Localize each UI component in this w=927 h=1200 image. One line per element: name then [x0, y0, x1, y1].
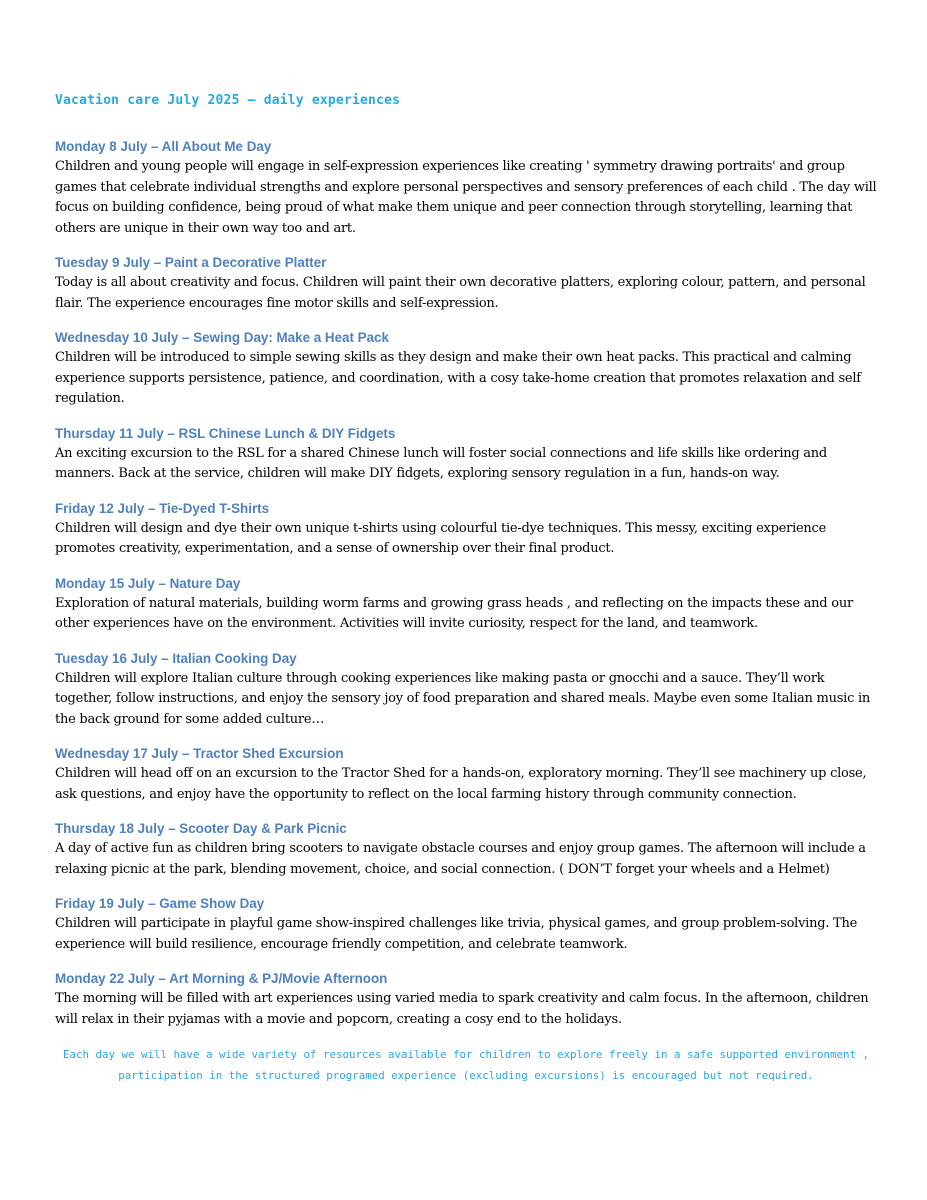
entry-body: The morning will be filled with art experiences using varied media to spark creativity and calm focus. In the afternoon, children will relax in their pyjamas with a movie and popcorn, creating a cosy end to the holidays. — [55, 991, 869, 1027]
entry-heading: Thursday 18 July – Scooter Day & Park Picnic — [55, 821, 347, 836]
entry-heading: Thursday 11 July – RSL Chinese Lunch & DIY Fidgets — [55, 425, 396, 441]
entry-body: Children will explore Italian culture through cooking experiences like making pasta or gnocchi and a sauce. They’ll work together, follow instructions, and enjoy the sensory joy of food preparation and shared meals. Maybe even some Italian music in the back ground for some added culture… — [55, 670, 871, 727]
document-title: Vacation care July 2025 – daily experiences — [55, 93, 401, 108]
entry-body: Children will be introduced to simple sewing skills as they design and make their own heat packs. This practical and calming experience supports persistence, patience, and coordination, with a cosy take-home creation that promotes relaxation and self regulation. — [55, 350, 861, 406]
entry-body: Today is all about creativity and focus. Children will paint their own decorative platters, exploring colour, pattern, and personal flair. The experience encourages fine motor skills and self-expression. — [55, 275, 866, 311]
footer-note: Each day we will have a wide variety of resources available for children to explore freely in a safe supported environment , participation in the structured programed experience (excluding excursions) is encouraged but not required. — [62, 1048, 870, 1082]
entry-heading: Monday 22 July – Art Morning & PJ/Movie Afternoon — [55, 971, 388, 986]
experience-entry — [55, 499, 877, 560]
entry-body: Children will head off on an excursion to the Tractor Shed for a hands-on, exploratory morning. They’ll see machinery up close, ask questions, and enjoy have the opportunity to reflect on the local farming history through community connection. — [55, 766, 867, 802]
entry-heading: Monday 15 July – Nature Day — [55, 575, 241, 591]
entries-list — [55, 137, 877, 1030]
entry-body: An exciting excursion to the RSL for a shared Chinese lunch will foster social connections and life skills like ordering and manners. Back at the service, children will make DIY fidgets, exploring sensory regulation in a fun, hands-on way. — [55, 445, 828, 481]
document-page — [55, 91, 877, 1086]
entry-heading: Tuesday 16 July – Italian Cooking Day — [55, 650, 297, 666]
experience-entry — [55, 574, 877, 635]
experience-entry — [55, 137, 877, 239]
entry-heading: Friday 12 July – Tie-Dyed T-Shirts — [55, 500, 270, 516]
entry-heading: Wednesday 17 July – Tractor Shed Excursion — [55, 746, 344, 761]
experience-entry — [55, 253, 877, 314]
entry-heading: Friday 19 July – Game Show Day — [55, 896, 265, 911]
entry-body: Children and young people will engage in self-expression experiences like creating ' symmetry drawing portraits' and group games that celebrate individual strengths and explore personal perspectives and sensory preferences of each child . The day will focus on building confidence, being proud of what make them unique and peer connection through storytelling, learning that others are unique in their own way too and art. — [55, 159, 877, 236]
experience-entry — [55, 649, 877, 731]
entry-heading: Wednesday 10 July – Sewing Day: Make a Heat Pack — [55, 330, 389, 345]
experience-entry — [55, 894, 877, 955]
experience-entry — [55, 969, 877, 1030]
entry-heading: Tuesday 9 July – Paint a Decorative Platter — [55, 255, 327, 270]
experience-entry — [55, 424, 877, 485]
experience-entry — [55, 328, 877, 410]
experience-entry — [55, 744, 877, 805]
entry-heading: Monday 8 July – All About Me Day — [55, 139, 272, 154]
entry-body: Children will design and dye their own unique t-shirts using colourful tie-dye techniques. This messy, exciting experience promotes creativity, experimentation, and a sense of ownership over their final product. — [55, 520, 827, 556]
experience-entry — [55, 819, 877, 880]
entry-body: Exploration of natural materials, building worm farms and growing grass heads , and reflecting on the impacts these and our other experiences have on the environment. Activities will invite curiosity, respect for the land, and teamwork. — [55, 595, 853, 631]
entry-body: A day of active fun as children bring scooters to navigate obstacle courses and enjoy group games. The afternoon will include a relaxing picnic at the park, blending movement, choice, and social connection. ( DON’T forget your wheels and a Helmet) — [55, 841, 866, 877]
entry-body: Children will participate in playful game show-inspired challenges like trivia, physical games, and group problem-solving. The experience will build resilience, encourage friendly competition, and celebrate teamwork. — [55, 916, 858, 952]
